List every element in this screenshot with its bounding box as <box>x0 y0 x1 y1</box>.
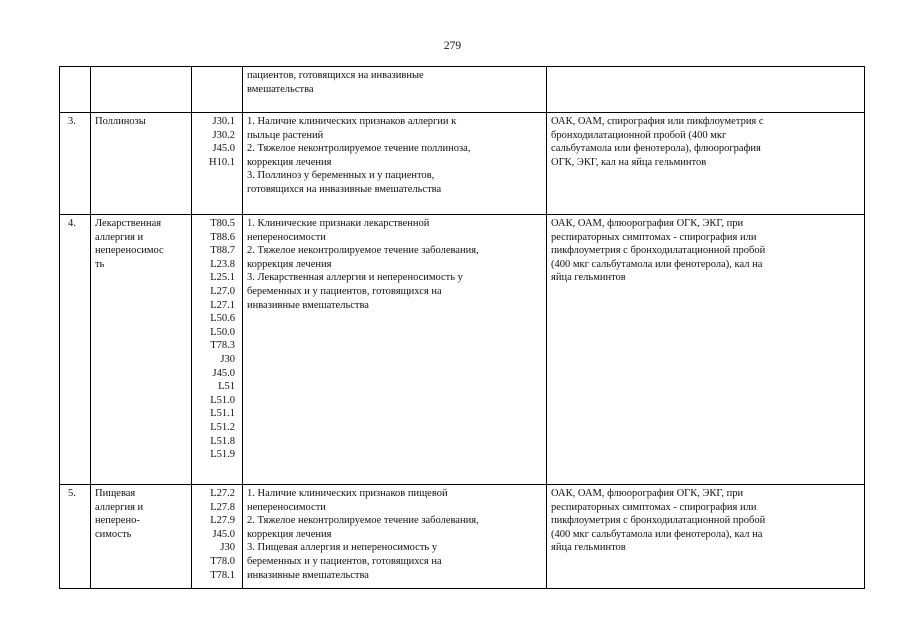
indications-cell-line: непереносимости <box>247 501 326 513</box>
row-number-cell <box>60 215 91 485</box>
page-number: 279 <box>443 40 462 52</box>
indications-cell-line: 3. Лекарственная аллергия и непереносимость у <box>247 272 463 284</box>
examinations-cell-line: ОАК, ОАМ, флюорография ОГК, ЭКГ, при <box>551 218 744 229</box>
indications-cell-line: беременных и у пациентов, готовящихся на <box>247 285 442 297</box>
indications-cell-line: 1. Клинические признаки лекарственной <box>247 218 430 229</box>
row-number-cell <box>60 67 91 113</box>
table-row <box>60 215 865 485</box>
indications-cell-line: инвазивные вмешательства <box>247 299 369 311</box>
icd-codes-cell-line: T78.0 <box>210 555 235 567</box>
indications-cell-line: коррекция лечения <box>247 528 332 540</box>
icd-codes-cell-line: T78.1 <box>210 569 235 581</box>
indications-cell-line: беременных и у пациентов, готовящихся на <box>247 555 442 567</box>
indications-cell <box>243 485 547 589</box>
examinations-cell-line: пикфлоуметрия с бронходилатационной пробой <box>551 245 766 257</box>
disease-name-cell-line: Лекарственная <box>95 218 162 229</box>
icd-codes-cell-line: L50.6 <box>210 313 235 325</box>
indications-cell-line: непереносимости <box>247 231 326 243</box>
icd-codes-cell-line: L51 <box>218 381 235 393</box>
examinations-cell-line: яйца гельминтов <box>551 542 626 554</box>
indications-cell <box>243 215 547 485</box>
examinations-cell <box>547 67 865 113</box>
indications-cell-line: 3. Пищевая аллергия и непереносимость у <box>247 542 438 554</box>
indications-cell-line: коррекция лечения <box>247 156 332 168</box>
indications-cell-line: вмешательства <box>247 83 314 95</box>
disease-name-cell <box>91 113 192 215</box>
row-number-cell-text: 5. <box>68 488 76 499</box>
examinations-cell-line: ОАК, ОАМ, флюорография ОГК, ЭКГ, при <box>551 488 744 499</box>
examinations-cell-line: ОГК, ЭКГ, кал на яйца гельминтов <box>551 156 707 168</box>
examinations-cell <box>547 113 865 215</box>
indications-cell-line: 2. Тяжелое неконтролируемое течение заболевания, <box>247 245 479 257</box>
icd-codes-cell <box>192 113 243 215</box>
icd-codes-cell-line: L51.9 <box>210 449 235 461</box>
disease-name-cell-line: непереносимос <box>95 245 164 257</box>
icd-codes-cell-line: L50.0 <box>210 326 235 338</box>
indications-cell <box>243 67 547 113</box>
row-number-cell <box>60 485 91 589</box>
disease-name-cell-line: Пищевая <box>95 488 136 499</box>
indications-cell-line: готовящихся на инвазивные вмешательства <box>247 183 442 195</box>
table-body <box>60 67 865 589</box>
icd-codes-cell-line: H10.1 <box>209 156 235 168</box>
icd-codes-cell-line: L51.0 <box>210 394 235 406</box>
icd-codes-cell-line: T88.7 <box>210 245 235 257</box>
examinations-cell-line: (400 мкг сальбутамола или фенотерола), кал на <box>551 258 763 270</box>
disease-name-cell <box>91 215 192 485</box>
icd-codes-cell-line: T78.3 <box>210 340 235 352</box>
examinations-cell-line: бронходилатационной пробой (400 мкг <box>551 129 727 141</box>
disease-name-cell-line: аллергия и <box>95 231 144 243</box>
examinations-cell-line: пикфлоуметрия с бронходилатационной пробой <box>551 515 766 527</box>
icd-codes-cell <box>192 215 243 485</box>
icd-codes-cell-line: J30.2 <box>212 129 235 141</box>
examinations-cell-line: ОАК, ОАМ, спирография или пикфлоуметрия с <box>551 116 764 127</box>
indications-cell-line: пациентов, готовящихся на инвазивные <box>247 70 424 81</box>
row-number-cell <box>60 113 91 215</box>
disease-name-cell-line: симость <box>95 528 132 540</box>
indications-cell-line: инвазивные вмешательства <box>247 569 369 581</box>
examinations-cell <box>547 215 865 485</box>
icd-codes-cell-line: L51.8 <box>210 435 235 447</box>
icd-codes-cell-line: L25.1 <box>210 272 235 284</box>
icd-codes-cell-line: T88.6 <box>210 231 235 243</box>
icd-codes-cell-line: L51.2 <box>210 421 235 433</box>
indications-cell-line: 1. Наличие клинических признаков пищевой <box>247 488 448 499</box>
row-number-cell-text: 3. <box>68 116 76 127</box>
disease-name-cell-line: неперено- <box>95 515 140 527</box>
indications-cell-line: 2. Тяжелое неконтролируемое течение поллиноза, <box>247 143 471 155</box>
indications-cell-line: 2. Тяжелое неконтролируемое течение заболевания, <box>247 515 479 527</box>
disease-name-cell-line: ть <box>95 258 105 270</box>
examinations-cell-line: (400 мкг сальбутамола или фенотерола), кал на <box>551 528 763 540</box>
icd-codes-cell-line: L27.0 <box>210 285 235 297</box>
examinations-cell-line: респираторных симптомах - спирография или <box>551 501 757 513</box>
icd-codes-cell <box>192 67 243 113</box>
table-row <box>60 67 865 113</box>
icd-codes-cell-line: L23.8 <box>210 258 235 270</box>
icd-codes-cell-line: T80.5 <box>210 218 235 229</box>
icd-codes-cell-line: J45.0 <box>212 367 235 379</box>
icd-codes-cell-line: J45.0 <box>212 143 235 155</box>
disease-name-cell <box>91 67 192 113</box>
medical-table <box>59 66 865 589</box>
icd-codes-cell-line: L27.8 <box>210 501 235 513</box>
icd-codes-cell-line: J30 <box>220 353 235 365</box>
disease-name-cell-line: аллергия и <box>95 501 144 513</box>
examinations-cell-line: респираторных симптомах - спирография или <box>551 231 757 243</box>
indications-cell-line: пыльце растений <box>247 129 324 141</box>
examinations-cell-line: сальбутамола или фенотерола), флюорография <box>551 143 761 155</box>
indications-cell-line: коррекция лечения <box>247 258 332 270</box>
disease-name-cell-line: Поллинозы <box>95 116 146 127</box>
examinations-cell-line: яйца гельминтов <box>551 272 626 284</box>
table-row <box>60 485 865 589</box>
indications-cell-line: 3. Поллиноз у беременных и у пациентов, <box>247 170 435 182</box>
icd-codes-cell-line: L27.9 <box>210 515 235 527</box>
icd-codes-cell-line: J45.0 <box>212 528 235 540</box>
indications-cell <box>243 113 547 215</box>
indications-cell-line: 1. Наличие клинических признаков аллергии к <box>247 116 457 127</box>
table-row <box>60 113 865 215</box>
icd-codes-cell-line: L51.1 <box>210 408 235 420</box>
icd-codes-cell-line: J30.1 <box>212 116 235 127</box>
icd-codes-cell-line: L27.1 <box>210 299 235 311</box>
row-number-cell-text: 4. <box>68 218 76 229</box>
icd-codes-cell-line: J30 <box>220 542 235 554</box>
examinations-cell <box>547 485 865 589</box>
disease-name-cell <box>91 485 192 589</box>
icd-codes-cell-line: L27.2 <box>210 488 235 499</box>
icd-codes-cell <box>192 485 243 589</box>
